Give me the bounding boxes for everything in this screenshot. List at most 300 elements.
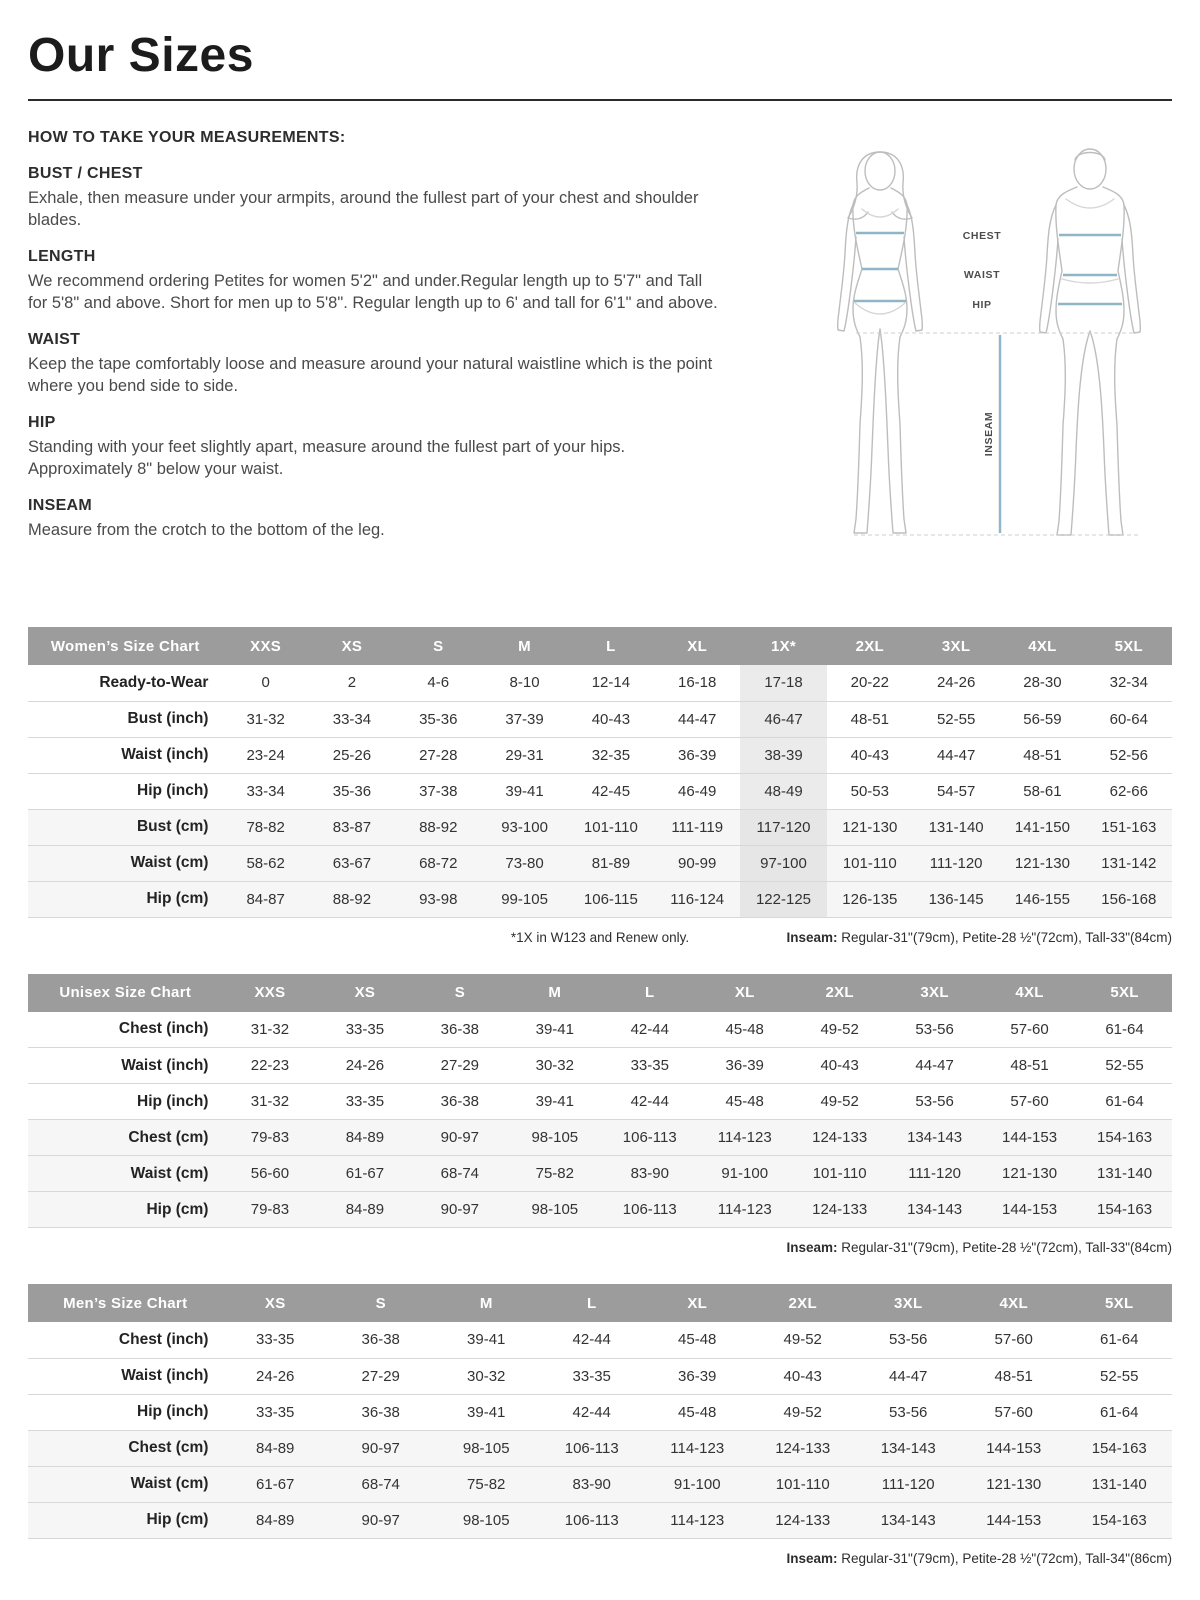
size-cell: 61-67: [317, 1156, 412, 1192]
size-cell: 99-105: [481, 881, 567, 917]
size-cell: 53-56: [855, 1394, 961, 1430]
size-cell: 93-98: [395, 881, 481, 917]
size-cell: 4-6: [395, 665, 481, 701]
size-cell: 84-89: [317, 1192, 412, 1228]
section-waist: [28, 331, 725, 398]
size-cell: 48-51: [982, 1048, 1077, 1084]
size-cell: 117-120: [740, 809, 826, 845]
size-cell: 144-153: [961, 1502, 1067, 1538]
size-cell: 48-51: [961, 1358, 1067, 1394]
size-cell: 83-90: [602, 1156, 697, 1192]
inseam-note-label: Inseam:: [786, 929, 838, 945]
size-cell: 84-89: [222, 1502, 328, 1538]
size-cell: 40-43: [792, 1048, 887, 1084]
size-cell: 154-163: [1077, 1192, 1172, 1228]
size-cell: 61-67: [222, 1466, 328, 1502]
table-row: [28, 665, 1172, 701]
size-cell: 37-38: [395, 773, 481, 809]
table-row: [28, 1012, 1172, 1048]
column-header-4xl: 4XL: [982, 974, 1077, 1012]
size-cell: 54-57: [913, 773, 999, 809]
size-cell: 2: [309, 665, 395, 701]
size-cell: 98-105: [507, 1120, 602, 1156]
size-cell: 98-105: [507, 1192, 602, 1228]
size-cell: 111-120: [913, 845, 999, 881]
womens-size-chart: [28, 627, 1172, 918]
size-cell: 98-105: [433, 1502, 539, 1538]
size-cell: 79-83: [222, 1192, 317, 1228]
size-cell: 121-130: [961, 1466, 1067, 1502]
size-cell: 33-34: [309, 701, 395, 737]
row-label: Hip (inch): [28, 1394, 222, 1430]
size-cell: 111-120: [855, 1466, 961, 1502]
size-cell: 68-74: [328, 1466, 434, 1502]
size-cell: 134-143: [855, 1502, 961, 1538]
size-cell: 48-51: [999, 737, 1085, 773]
table-title-cell: Unisex Size Chart: [28, 974, 222, 1012]
size-cell: 56-59: [999, 701, 1085, 737]
size-cell: 61-64: [1066, 1394, 1172, 1430]
figure-column: [749, 129, 1172, 591]
womens-size-table: [28, 627, 1172, 918]
title-divider: [28, 99, 1172, 101]
size-cell: 75-82: [507, 1156, 602, 1192]
size-cell: 44-47: [887, 1048, 982, 1084]
row-label: Bust (inch): [28, 701, 222, 737]
size-cell: 24-26: [222, 1358, 328, 1394]
size-cell: 114-123: [644, 1502, 750, 1538]
row-label: Chest (inch): [28, 1012, 222, 1048]
size-cell: 42-45: [568, 773, 654, 809]
row-label: Chest (inch): [28, 1322, 222, 1358]
row-label: Hip (cm): [28, 1502, 222, 1538]
column-header-5xl: 5XL: [1086, 627, 1172, 665]
size-cell: 151-163: [1086, 809, 1172, 845]
size-cell: 68-74: [412, 1156, 507, 1192]
section-body: Standing with your feet slightly apart, measure around the fullest part of your hips. Approximately 8" below your waist.: [28, 437, 626, 478]
row-label: Waist (cm): [28, 1156, 222, 1192]
column-header-m: M: [507, 974, 602, 1012]
table-row: [28, 881, 1172, 917]
row-label: Waist (cm): [28, 1466, 222, 1502]
size-cell: 154-163: [1077, 1120, 1172, 1156]
size-cell: 36-38: [412, 1084, 507, 1120]
size-cell: 101-110: [750, 1466, 856, 1502]
table-row: [28, 1192, 1172, 1228]
size-cell: 136-145: [913, 881, 999, 917]
size-cell: 40-43: [827, 737, 913, 773]
size-cell: 144-153: [982, 1120, 1077, 1156]
section-title: INSEAM: [28, 496, 93, 514]
column-header-xs: XS: [309, 627, 395, 665]
size-cell: 101-110: [792, 1156, 887, 1192]
size-cell: 27-28: [395, 737, 481, 773]
table-row: [28, 809, 1172, 845]
size-cell: 36-38: [412, 1012, 507, 1048]
size-cell: 106-113: [539, 1430, 645, 1466]
table-row: [28, 845, 1172, 881]
inseam-label: INSEAM: [983, 411, 995, 457]
size-cell: 131-140: [1077, 1156, 1172, 1192]
section-length: [28, 248, 725, 315]
column-header-xs: XS: [222, 1284, 328, 1322]
header-row: [28, 627, 1172, 665]
size-cell: 144-153: [982, 1192, 1077, 1228]
table-row: [28, 1466, 1172, 1502]
section-body: Measure from the crotch to the bottom of the leg.: [28, 520, 385, 539]
womens-footnotes: [28, 930, 1172, 950]
column-header-4xl: 4XL: [999, 627, 1085, 665]
size-cell: 30-32: [433, 1358, 539, 1394]
size-cell: 116-124: [654, 881, 740, 917]
table-row: [28, 773, 1172, 809]
size-cell: 58-61: [999, 773, 1085, 809]
table-row: [28, 1322, 1172, 1358]
mens-size-chart-section: [28, 1284, 1172, 1571]
size-cell: 46-47: [740, 701, 826, 737]
row-label: Chest (cm): [28, 1120, 222, 1156]
inseam-note-label: Inseam:: [786, 1240, 838, 1255]
size-cell: 156-168: [1086, 881, 1172, 917]
size-cell: 37-39: [481, 701, 567, 737]
size-cell: 62-66: [1086, 773, 1172, 809]
row-label: Chest (cm): [28, 1430, 222, 1466]
row-label: Ready-to-Wear: [28, 665, 222, 701]
table-row: [28, 1502, 1172, 1538]
column-header-s: S: [395, 627, 481, 665]
woman-figure-outline: [838, 152, 923, 533]
size-cell: 42-44: [539, 1394, 645, 1430]
size-cell: 111-120: [887, 1156, 982, 1192]
column-header-xxs: XXS: [222, 627, 308, 665]
size-cell: 106-113: [602, 1192, 697, 1228]
size-cell: 24-26: [913, 665, 999, 701]
size-cell: 39-41: [481, 773, 567, 809]
size-cell: 0: [222, 665, 308, 701]
row-label: Hip (cm): [28, 1192, 222, 1228]
size-cell: 121-130: [999, 845, 1085, 881]
table-title-cell: Men’s Size Chart: [28, 1284, 222, 1322]
row-label: Waist (inch): [28, 1358, 222, 1394]
size-cell: 111-119: [654, 809, 740, 845]
inseam-guide-lines: [854, 333, 1138, 535]
row-label: Hip (inch): [28, 1084, 222, 1120]
size-cell: 33-35: [539, 1358, 645, 1394]
size-cell: 154-163: [1066, 1430, 1172, 1466]
chest-label: CHEST: [962, 230, 1002, 242]
size-cell: 32-35: [568, 737, 654, 773]
size-cell: 36-38: [328, 1322, 434, 1358]
size-cell: 27-29: [412, 1048, 507, 1084]
size-cell: 39-41: [507, 1012, 602, 1048]
table-title-cell: Women’s Size Chart: [28, 627, 222, 665]
size-cell: 57-60: [982, 1084, 1077, 1120]
size-cell: 134-143: [855, 1430, 961, 1466]
size-cell: 31-32: [222, 1012, 317, 1048]
size-cell: 24-26: [317, 1048, 412, 1084]
row-label: Hip (inch): [28, 773, 222, 809]
size-cell: 31-32: [222, 701, 308, 737]
size-cell: 144-153: [961, 1430, 1067, 1466]
column-header-3xl: 3XL: [887, 974, 982, 1012]
column-header-s: S: [412, 974, 507, 1012]
size-cell: 25-26: [309, 737, 395, 773]
column-header-xxs: XXS: [222, 974, 317, 1012]
size-cell: 134-143: [887, 1192, 982, 1228]
size-cell: 122-125: [740, 881, 826, 917]
size-cell: 8-10: [481, 665, 567, 701]
row-label: Waist (cm): [28, 845, 222, 881]
size-cell: 134-143: [887, 1120, 982, 1156]
size-cell: 97-100: [740, 845, 826, 881]
header-row: [28, 1284, 1172, 1322]
unisex-size-chart-section: [28, 974, 1172, 1261]
section-bust-chest: [28, 165, 725, 232]
size-cell: 42-44: [539, 1322, 645, 1358]
womens-size-chart-section: [28, 627, 1172, 950]
size-cell: 16-18: [654, 665, 740, 701]
size-cell: 90-97: [412, 1192, 507, 1228]
column-header-2xl: 2XL: [750, 1284, 856, 1322]
column-header-2xl: 2XL: [827, 627, 913, 665]
size-cell: 124-133: [750, 1502, 856, 1538]
column-header-5xl: 5XL: [1066, 1284, 1172, 1322]
size-cell: 33-35: [317, 1012, 412, 1048]
section-title: BUST / CHEST: [28, 165, 143, 182]
column-header-3xl: 3XL: [913, 627, 999, 665]
size-cell: 90-99: [654, 845, 740, 881]
waist-label: WAIST: [963, 269, 1001, 281]
size-cell: 33-35: [222, 1394, 328, 1430]
size-cell: 23-24: [222, 737, 308, 773]
size-cell: 39-41: [433, 1394, 539, 1430]
size-cell: 90-97: [412, 1120, 507, 1156]
hip-label: HIP: [972, 299, 992, 311]
size-cell: 124-133: [792, 1120, 887, 1156]
mens-size-chart: [28, 1284, 1172, 1539]
size-cell: 45-48: [697, 1084, 792, 1120]
table-row: [28, 1430, 1172, 1466]
section-title: HIP: [28, 413, 56, 431]
size-cell: 36-38: [328, 1394, 434, 1430]
column-header-xl: XL: [654, 627, 740, 665]
size-cell: 44-47: [654, 701, 740, 737]
section-inseam: [28, 497, 725, 542]
mens-size-table: [28, 1284, 1172, 1539]
size-cell: 52-55: [913, 701, 999, 737]
page-title: Our Sizes: [28, 29, 254, 82]
size-cell: 131-140: [913, 809, 999, 845]
table-row: [28, 737, 1172, 773]
size-cell: 114-123: [644, 1430, 750, 1466]
section-body: Exhale, then measure under your armpits, around the fullest part of your chest and shoulder blades.: [28, 189, 699, 229]
column-header-xl: XL: [644, 1284, 750, 1322]
size-cell: 121-130: [982, 1156, 1077, 1192]
size-cell: 63-67: [309, 845, 395, 881]
size-cell: 39-41: [433, 1322, 539, 1358]
size-cell: 33-35: [602, 1048, 697, 1084]
size-cell: 91-100: [644, 1466, 750, 1502]
size-cell: 93-100: [481, 809, 567, 845]
size-cell: 35-36: [309, 773, 395, 809]
size-cell: 49-52: [792, 1012, 887, 1048]
size-cell: 84-89: [222, 1430, 328, 1466]
size-cell: 61-64: [1077, 1084, 1172, 1120]
size-cell: 88-92: [395, 809, 481, 845]
size-cell: 52-55: [1077, 1048, 1172, 1084]
row-label: Hip (cm): [28, 881, 222, 917]
size-cell: 27-29: [328, 1358, 434, 1394]
header-row: [28, 974, 1172, 1012]
table-row: [28, 1048, 1172, 1084]
column-header-l: L: [568, 627, 654, 665]
size-cell: 91-100: [697, 1156, 792, 1192]
row-label: Waist (inch): [28, 1048, 222, 1084]
size-cell: 121-130: [827, 809, 913, 845]
size-cell: 131-142: [1086, 845, 1172, 881]
footnote-1x: *1X in W123 and Renew only.: [510, 929, 690, 945]
size-cell: 61-64: [1077, 1012, 1172, 1048]
size-cell: 60-64: [1086, 701, 1172, 737]
table-row: [28, 1084, 1172, 1120]
size-cell: 56-60: [222, 1156, 317, 1192]
column-header-1x: 1X*: [740, 627, 826, 665]
size-cell: 36-39: [654, 737, 740, 773]
size-cell: 88-92: [309, 881, 395, 917]
size-cell: 46-49: [654, 773, 740, 809]
size-cell: 33-35: [317, 1084, 412, 1120]
size-cell: 49-52: [750, 1394, 856, 1430]
inseam-note-text: Regular-31"(79cm), Petite-28 ½"(72cm), Tall-33"(84cm): [837, 929, 1172, 945]
size-cell: 98-105: [433, 1430, 539, 1466]
howto-heading: HOW TO TAKE YOUR MEASUREMENTS:: [28, 129, 346, 146]
inseam-note-text: Regular-31"(79cm), Petite-28 ½"(72cm), Tall-33"(84cm): [837, 1240, 1172, 1255]
size-cell: 45-48: [697, 1012, 792, 1048]
column-header-3xl: 3XL: [855, 1284, 961, 1322]
column-header-m: M: [433, 1284, 539, 1322]
column-header-2xl: 2XL: [792, 974, 887, 1012]
inseam-note-text: Regular-31"(79cm), Petite-28 ½"(72cm), Tall-34"(86cm): [837, 1550, 1172, 1566]
size-cell: 31-32: [222, 1084, 317, 1120]
inseam-note-label: Inseam:: [786, 1550, 838, 1566]
size-cell: 53-56: [887, 1084, 982, 1120]
unisex-footnotes: [28, 1240, 1172, 1260]
column-header-4xl: 4XL: [961, 1284, 1067, 1322]
size-cell: 17-18: [740, 665, 826, 701]
size-cell: 84-87: [222, 881, 308, 917]
size-cell: 44-47: [913, 737, 999, 773]
unisex-size-chart: [28, 974, 1172, 1229]
inseam-note: [786, 1240, 1172, 1255]
size-cell: 101-110: [568, 809, 654, 845]
size-cell: 146-155: [999, 881, 1085, 917]
size-cell: 45-48: [644, 1394, 750, 1430]
column-header-xl: XL: [697, 974, 792, 1012]
size-cell: 106-115: [568, 881, 654, 917]
size-cell: 49-52: [792, 1084, 887, 1120]
size-cell: 57-60: [961, 1394, 1067, 1430]
size-cell: 22-23: [222, 1048, 317, 1084]
size-cell: 106-113: [539, 1502, 645, 1538]
size-cell: 52-55: [1066, 1358, 1172, 1394]
size-cell: 124-133: [750, 1430, 856, 1466]
size-cell: 83-90: [539, 1466, 645, 1502]
size-cell: 90-97: [328, 1502, 434, 1538]
size-cell: 44-47: [855, 1358, 961, 1394]
measurement-diagram: [800, 129, 1172, 591]
size-cell: 40-43: [568, 701, 654, 737]
size-cell: 81-89: [568, 845, 654, 881]
table-row: [28, 1358, 1172, 1394]
size-cell: 53-56: [855, 1322, 961, 1358]
inseam-note: [786, 1551, 1172, 1566]
size-cell: 33-34: [222, 773, 308, 809]
table-row: [28, 1394, 1172, 1430]
size-cell: 90-97: [328, 1430, 434, 1466]
section-body: Keep the tape comfortably loose and measure around your natural waistline which is the point where you bend side to side.: [28, 354, 713, 395]
size-cell: 83-87: [309, 809, 395, 845]
man-figure-outline: [1040, 149, 1141, 535]
size-cell: 141-150: [999, 809, 1085, 845]
size-cell: 124-133: [792, 1192, 887, 1228]
size-cell: 58-62: [222, 845, 308, 881]
size-cell: 114-123: [697, 1120, 792, 1156]
size-cell: 45-48: [644, 1322, 750, 1358]
size-cell: 42-44: [602, 1084, 697, 1120]
size-cell: 30-32: [507, 1048, 602, 1084]
size-cell: 84-89: [317, 1120, 412, 1156]
table-row: [28, 1156, 1172, 1192]
column-header-5xl: 5XL: [1077, 974, 1172, 1012]
size-cell: 61-64: [1066, 1322, 1172, 1358]
section-title: WAIST: [28, 330, 81, 348]
size-cell: 52-56: [1086, 737, 1172, 773]
size-cell: 49-52: [750, 1322, 856, 1358]
size-cell: 57-60: [982, 1012, 1077, 1048]
size-cell: 40-43: [750, 1358, 856, 1394]
size-cell: 73-80: [481, 845, 567, 881]
size-cell: 36-39: [644, 1358, 750, 1394]
size-cell: 28-30: [999, 665, 1085, 701]
section-body: We recommend ordering Petites for women 5'2" and under.Regular length up to 5'7" and Tall for 5'8" and above. Short for men up to 5'8". Regular length up to 6' and tall for 6'1" and above.: [28, 271, 718, 312]
column-header-m: M: [481, 627, 567, 665]
column-header-s: S: [328, 1284, 434, 1322]
size-cell: 114-123: [697, 1192, 792, 1228]
unisex-size-table: [28, 974, 1172, 1229]
size-cell: 78-82: [222, 809, 308, 845]
size-cell: 106-113: [602, 1120, 697, 1156]
section-hip: [28, 414, 725, 481]
column-header-xs: XS: [317, 974, 412, 1012]
size-cell: 32-34: [1086, 665, 1172, 701]
size-cell: 29-31: [481, 737, 567, 773]
inseam-note: [786, 930, 1172, 945]
size-cell: 79-83: [222, 1120, 317, 1156]
size-cell: 38-39: [740, 737, 826, 773]
instructions-column: [28, 129, 749, 591]
size-cell: 36-39: [697, 1048, 792, 1084]
size-cell: 50-53: [827, 773, 913, 809]
row-label: Bust (cm): [28, 809, 222, 845]
size-cell: 53-56: [887, 1012, 982, 1048]
size-cell: 68-72: [395, 845, 481, 881]
size-cell: 42-44: [602, 1012, 697, 1048]
table-row: [28, 701, 1172, 737]
size-cell: 154-163: [1066, 1502, 1172, 1538]
column-header-l: L: [539, 1284, 645, 1322]
mens-footnotes: [28, 1551, 1172, 1571]
section-title: LENGTH: [28, 247, 96, 265]
